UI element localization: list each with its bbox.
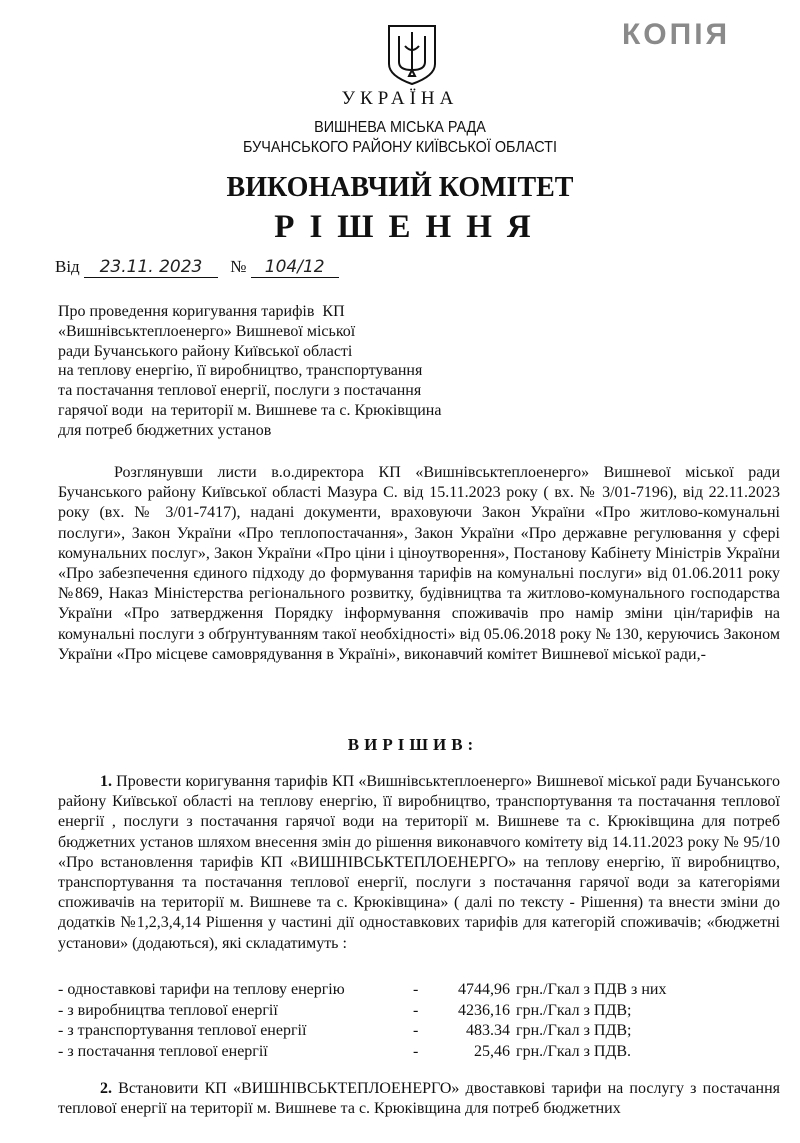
date-label: Від xyxy=(55,257,80,276)
tariff-dash: - xyxy=(413,1022,419,1039)
council-line-1: ВИШНЕВА МІСЬКА РАДА xyxy=(314,119,486,136)
tariff-unit: грн./Гкал з ПДВ; xyxy=(516,1001,632,1019)
tariff-dash: - xyxy=(413,981,419,998)
tariff-value: 4236,16 xyxy=(458,1001,510,1019)
dateline xyxy=(55,257,339,278)
copy-stamp: КОПІЯ xyxy=(622,18,731,51)
item-2-paragraph xyxy=(58,1079,780,1119)
item-1-text: Провести коригування тарифів КП «Вишнівськтеплоенерго» Вишневої міської ради Бучанського району Київської області на теплову енергію, її виробництво, транспортування та постачання теплової енергії , послуги з постачання гарячої води на території м. Вишневе та с. Крюківщина для потреб бюджетних установ шляхом внесення змін до рішення виконавчого комітету від 14.11.2023 року № 95/10 «Про встановлення тарифів КП «ВИШНІВСЬКТЕПЛОЕНЕРГО» на теплову енергію, її виробництво, транспортування та постачання теплової енергії, послуги з постачання гарячої води за категоріями споживачів на території м. Вишневе та с. Крюківщина» ( далі по тексту - Рішення) та внести зміни до додатків №1,2,3,4,14 Рішення у частині дії одноставкових тарифів для категорій споживачів; «бюджетні установи» (додаються), які складатимуть : xyxy=(58,773,781,952)
number-label: № xyxy=(230,257,247,276)
item-2-number: 2. xyxy=(100,1080,112,1097)
subject-block xyxy=(58,302,441,441)
decision-number: 104/12 xyxy=(251,257,339,278)
subject-line: на теплову енергію, її виробництво, транспортування xyxy=(58,362,423,380)
resolved-heading: ВИРІШИВ: xyxy=(347,735,479,754)
subject-line: та постачання теплової енергії, послуги з постачання xyxy=(58,382,422,400)
decision-date: 23.11. 2023 xyxy=(84,257,218,278)
preamble-paragraph: Розглянувши листи в.о.директора КП «Вишнівськтеплоенерго» Вишневої міської ради Бучанського району Київської області Мазура С. від 15.11.2023 року ( вх. № 3/01-7196), від 22.11.2023 року (вх. № 3/01-7417), надані документи, враховуючи Закон України «Про житлово-комунальні послуги», Закон України «Про теплопостачання», Закон України «Про державне регулювання у сфері комунальних послуг», Закон України «Про ціни і ціноутворення», Постанову Кабінету Міністрів України «Про забезпечення єдиного підходу до формування тарифів на комунальні послуги» від 01.06.2011 року №869, Наказ Міністерства регіонального розвитку, будівництва та житлово-комунального господарства України «Про затвердження Порядку інформування споживачів про намір зміни цін/тарифів на комунальні послуги з обґрунтуванням такої необхідності» від 05.06.2018 року № 130, керуючись Законом України «Про місцеве самоврядування в Україні», виконавчий комітет Вишневої міської ради,- xyxy=(58,464,780,663)
council-name xyxy=(40,118,760,158)
tariff-unit: грн./Гкал з ПДВ; xyxy=(516,1022,632,1039)
tariff-unit: грн./Гкал з ПДВ з них xyxy=(516,981,667,998)
tariff-label: - одноставкові тарифи на теплову енергію xyxy=(58,981,345,998)
item-2-text: Встановити КП «ВИШНІВСЬКТЕПЛОЕНЕРГО» двоставкові тарифи на послугу з постачання теплової енергії на території м. Вишневе та с. Крюківщина для потреб бюджетних xyxy=(58,1080,781,1118)
tariff-value: 483.34 xyxy=(466,1022,510,1039)
tariff-label: - з постачання теплової енергії xyxy=(58,1042,268,1060)
subject-line: «Вишнівськтеплоенерго» Вишневої міської xyxy=(58,322,356,340)
subject-line: для потреб бюджетних установ xyxy=(58,421,272,439)
council-line-2: БУЧАНСЬКОГО РАЙОНУ КИЇВСЬКОЇ ОБЛАСТІ xyxy=(243,139,557,156)
tariff-dash: - xyxy=(413,1001,419,1019)
tariff-value: 4744,96 xyxy=(458,981,510,998)
document-type: РІШЕННЯ xyxy=(274,209,546,245)
tariff-label: - з виробництва теплової енергії xyxy=(58,1001,278,1019)
tariff-unit: грн./Гкал з ПДВ. xyxy=(516,1042,632,1060)
tariff-value: 25,46 xyxy=(474,1042,510,1060)
subject-line: ради Бучанського району Київської області xyxy=(58,342,353,360)
country-title: УКРАЇНА xyxy=(341,88,459,109)
item-1-number: 1. xyxy=(100,773,112,790)
subject-line: Про проведення коригування тарифів КП xyxy=(58,303,345,320)
trident-emblem-icon xyxy=(385,24,439,86)
item-1-paragraph xyxy=(58,772,780,954)
tariff-label: - з транспортування теплової енергії xyxy=(58,1022,307,1039)
committee-title: ВИКОНАВЧИЙ КОМІТЕТ xyxy=(226,172,574,203)
tariff-dash: - xyxy=(413,1042,419,1060)
subject-line: гарячої води на території м. Вишневе та с. Крюківщина xyxy=(58,401,442,419)
